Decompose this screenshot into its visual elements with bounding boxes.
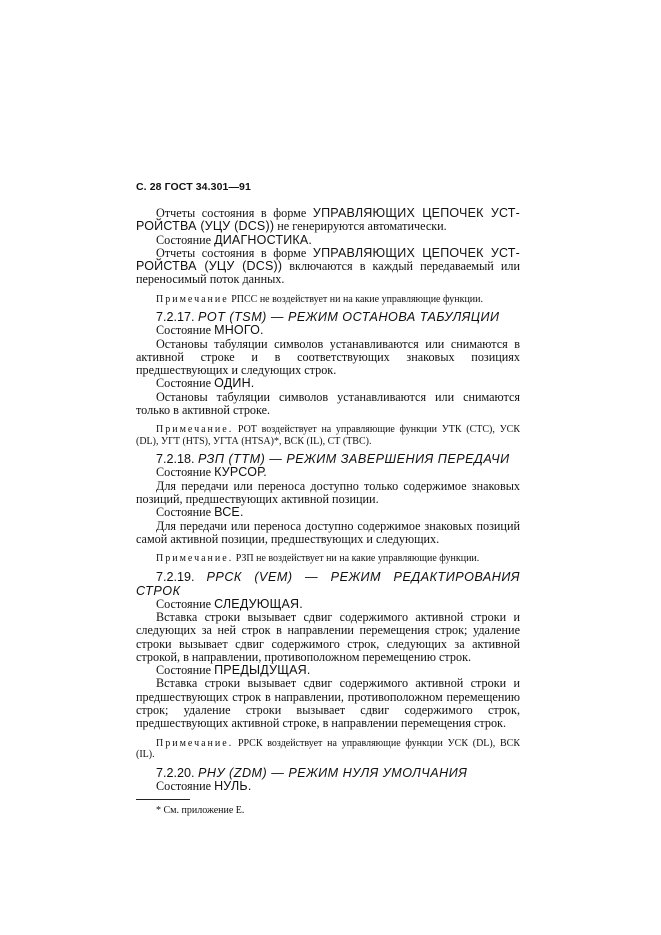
paragraph: Остановы табуляции символов устанавливаются или снимаются в активной строке и в соответствующих знаковых позициях предшествующих и следующих строк. bbox=[136, 336, 520, 378]
paragraph: Для передачи или переноса доступно содержимое знаковых позиций самой активной позиции, предшествующих и следующих. bbox=[136, 518, 520, 546]
note: Примечание. РРСК воздействует на управляющие функции УСК (DL), ВСК (IL). bbox=[136, 737, 520, 761]
footnote: * См. приложение Е. bbox=[156, 804, 245, 816]
state-many: Состояние МНОГО. bbox=[156, 323, 264, 338]
section-heading-7-2-20: 7.2.20. РНУ (ZDM) — РЕЖИМ НУЛЯ УМОЛЧАНИЯ bbox=[156, 765, 468, 780]
state-next: Состояние СЛЕДУЮЩАЯ. bbox=[156, 596, 303, 611]
state-diagnostics: Состояние ДИАГНОСТИКА. bbox=[156, 232, 313, 247]
page-header: С. 28 ГОСТ 34.301—91 bbox=[136, 181, 251, 193]
document-page bbox=[136, 181, 520, 817]
paragraph: Вставка строки вызывает сдвиг содержимого активной строки и следующих за ней строк в направлении перемещения строк; удаление строки вызывает сдвиг содержимого строк, следующих за активной строкой, в направлении, противоположном перемещению строк. bbox=[136, 609, 520, 664]
paragraph: Отчеты состояния в форме УПРАВЛЯЮЩИХ ЦЕПОЧЕК УСТ-РОЙСТВА (УЦУ (DCS)) включаются в каждый передаваемый или переносимый поток данных. bbox=[136, 245, 520, 287]
section-heading-7-2-19: 7.2.19. РРСК (VEM) — РЕЖИМ РЕДАКТИРОВАНИЯ СТРОК bbox=[136, 569, 520, 598]
state-one: Состояние ОДИН. bbox=[156, 376, 255, 391]
footnote-divider bbox=[136, 799, 190, 800]
paragraph: Остановы табуляции символов устанавливаются или снимаются только в активной строке. bbox=[136, 389, 520, 418]
note: Примечание. РЗП не воздействует ни на какие управляющие функции. bbox=[156, 553, 480, 565]
state-previous: Состояние ПРЕДЫДУЩАЯ. bbox=[156, 663, 311, 678]
paragraph: Отчеты состояния в форме УПРАВЛЯЮЩИХ ЦЕПОЧЕК УСТ-РОЙСТВА (УЦУ (DCS)) не генерируются автоматически. bbox=[136, 206, 520, 234]
state-cursor: Состояние КУРСОР. bbox=[156, 465, 267, 480]
section-heading-7-2-17: 7.2.17. РОТ (TSM) — РЕЖИМ ОСТАНОВА ТАБУЛЯЦИИ bbox=[156, 310, 500, 325]
note: Примечание РПСС не воздействует ни на какие управляющие функции. bbox=[156, 293, 483, 305]
section-heading-7-2-18: 7.2.18. РЗП (TTM) — РЕЖИМ ЗАВЕРШЕНИЯ ПЕРЕДАЧИ bbox=[156, 452, 510, 467]
note: Примечание. РОТ воздействует на управляющие функции УТК (СТС), УСК (DL), УГТ (HTS), УГТА (HTSA)*, ВСК (IL), СТ (TBC). bbox=[136, 424, 520, 447]
state-all: Состояние ВСЕ. bbox=[156, 505, 244, 520]
state-zero: Состояние НУЛЬ. bbox=[156, 778, 252, 793]
paragraph: Вставка строки вызывает сдвиг содержимого активной строки и предшествующих строк в направлении, противоположном перемещению строк; удаление строки вызывает сдвиг содержимого строк, предшествующих активной строке, в направлении перемещения строк. bbox=[136, 676, 520, 731]
paragraph: Для передачи или переноса доступно только содержимое знаковых позиций, предшествующих активной позиции. bbox=[136, 478, 520, 506]
